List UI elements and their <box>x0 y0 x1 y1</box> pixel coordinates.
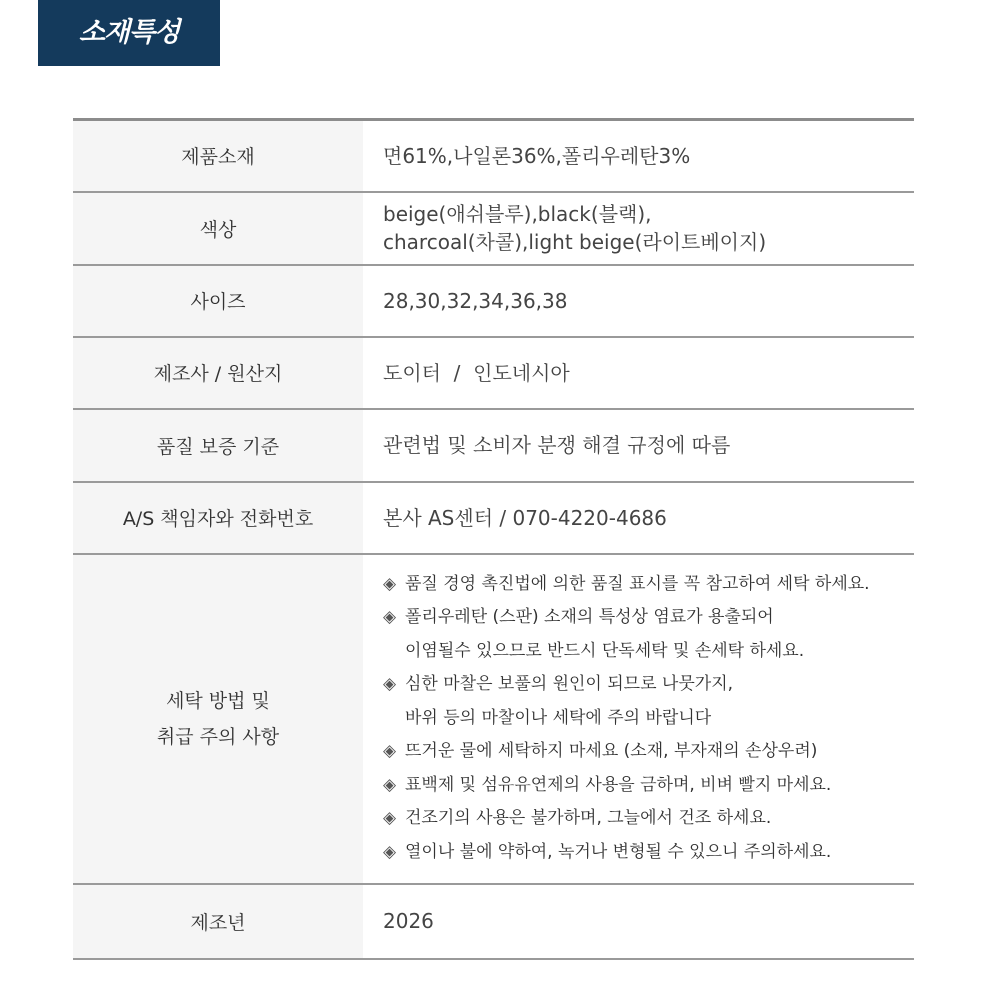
spec-row-year <box>73 884 914 959</box>
spec-row-material <box>73 120 914 192</box>
spec-value: 28,30,32,34,36,38 <box>363 265 914 337</box>
spec-value: 도이터 / 인도네시아 <box>363 337 914 409</box>
care-item-continued <box>383 635 914 669</box>
section-title-badge: 소재특성 <box>38 0 220 66</box>
care-label-line: 세탁 방법 및 <box>166 689 270 712</box>
spec-value: 면61%,나일론36%,폴리우레탄3% <box>363 120 914 192</box>
care-item <box>383 802 914 836</box>
spec-label: 제조사 / 원산지 <box>73 337 363 409</box>
spec-row-color <box>73 192 914 265</box>
care-text: 이염될수 있으므로 반드시 단독세탁 및 손세탁 하세요. <box>405 640 805 661</box>
color-line: beige(애쉬블루),black(블랙), <box>383 202 652 226</box>
spec-value: 관련법 및 소비자 분쟁 해결 규정에 따름 <box>363 409 914 482</box>
spec-label: A/S 책임자와 전화번호 <box>73 482 363 554</box>
diamond-bullet-icon: ◈ <box>383 741 397 762</box>
spec-label: 색상 <box>73 192 363 265</box>
care-text: 표백제 및 섬유유연제의 사용을 금하며, 비벼 빨지 마세요. <box>405 774 832 795</box>
spec-label <box>73 554 363 884</box>
care-item <box>383 836 914 870</box>
care-text: 품질 경영 촉진법에 의한 품질 표시를 꼭 참고하여 세탁 하세요. <box>405 573 870 594</box>
spec-row-quality <box>73 409 914 482</box>
diamond-bullet-icon: ◈ <box>383 774 397 795</box>
diamond-bullet-icon: ◈ <box>383 674 397 695</box>
care-instructions-list <box>383 568 914 870</box>
spec-row-maker <box>73 337 914 409</box>
care-text: 건조기의 사용은 불가하며, 그늘에서 건조 하세요. <box>405 808 772 829</box>
spec-row-care <box>73 554 914 884</box>
diamond-bullet-icon: ◈ <box>383 808 397 829</box>
color-line: charcoal(차콜),light beige(라이트베이지) <box>383 230 767 254</box>
care-item <box>383 601 914 635</box>
care-label-line: 취급 주의 사항 <box>156 725 280 748</box>
product-spec-table <box>73 118 914 960</box>
spec-label: 제품소재 <box>73 120 363 192</box>
care-text: 뜨거운 물에 세탁하지 마세요 (소재, 부자재의 손상우려) <box>405 741 818 762</box>
spec-label: 품질 보증 기준 <box>73 409 363 482</box>
care-item <box>383 568 914 602</box>
care-text: 열이나 불에 약하여, 녹거나 변형될 수 있으니 주의하세요. <box>405 841 832 862</box>
spec-value <box>363 554 914 884</box>
spec-value: 본사 AS센터 / 070-4220-4686 <box>363 482 914 554</box>
care-item <box>383 735 914 769</box>
diamond-bullet-icon: ◈ <box>383 607 397 628</box>
spec-label: 사이즈 <box>73 265 363 337</box>
care-text: 심한 마찰은 보풀의 원인이 되므로 나뭇가지, <box>405 674 734 695</box>
spec-row-size <box>73 265 914 337</box>
spec-value <box>363 192 914 265</box>
care-text: 폴리우레탄 (스판) 소재의 특성상 염료가 용출되어 <box>405 607 774 628</box>
care-text: 바위 등의 마찰이나 세탁에 주의 바랍니다 <box>405 707 712 728</box>
spec-value: 2026 <box>363 884 914 959</box>
care-item <box>383 769 914 803</box>
care-item-continued <box>383 702 914 736</box>
spec-row-as <box>73 482 914 554</box>
spec-label: 제조년 <box>73 884 363 959</box>
diamond-bullet-icon: ◈ <box>383 841 397 862</box>
diamond-bullet-icon: ◈ <box>383 573 397 594</box>
care-item <box>383 668 914 702</box>
